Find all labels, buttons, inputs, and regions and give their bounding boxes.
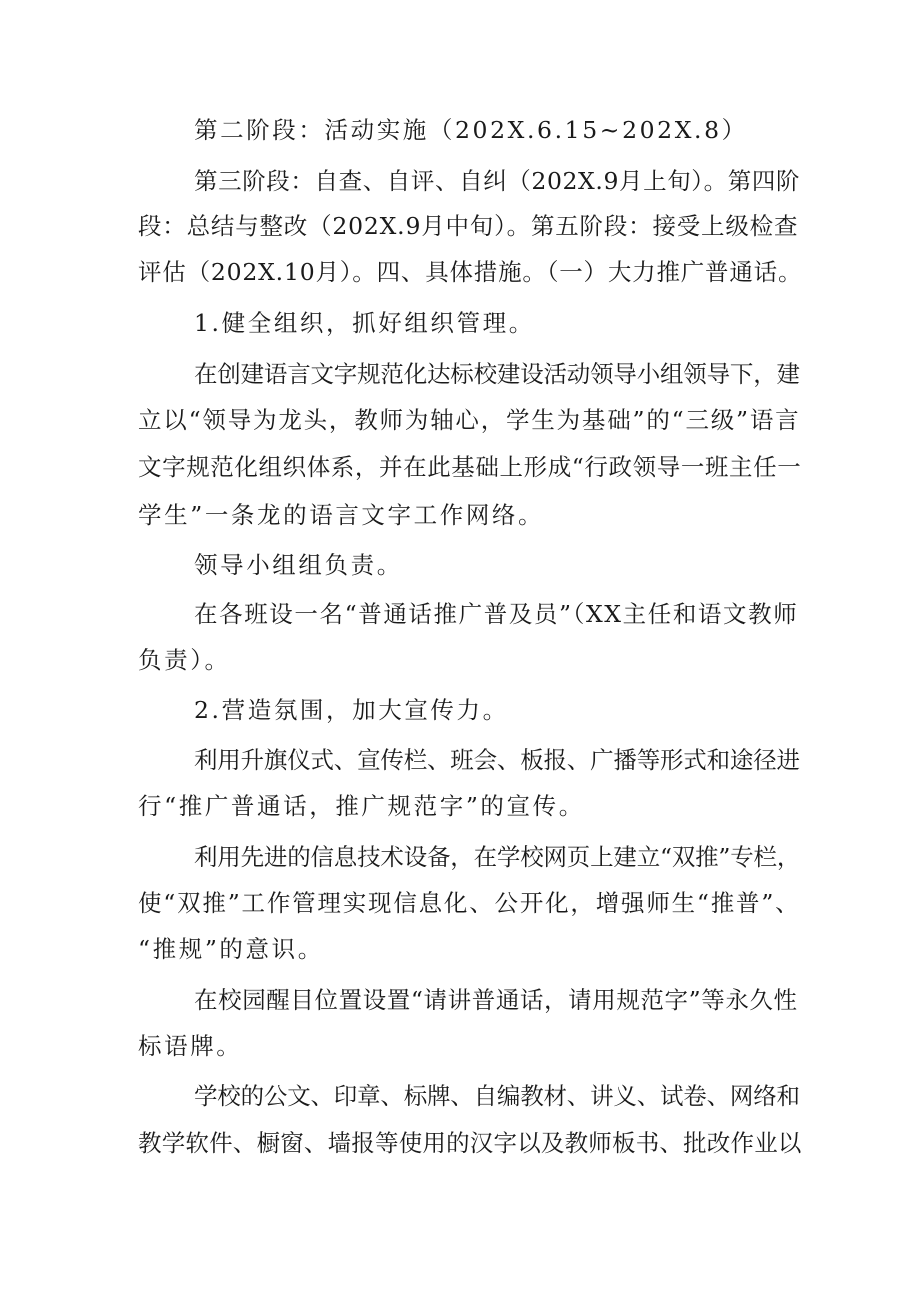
text-line-13: 2.营造氛围，加大宣传力。 xyxy=(194,696,509,724)
text-line-11: 在各班设一名“普通话推广普及员”（XX主任和语文教师 xyxy=(194,600,799,628)
text-line-16: 利用先进的信息技术设备，在学校网页上建立“双推”专栏， xyxy=(194,843,801,871)
text-line-22: 教学软件、橱窗、墙报等使用的汉字以及教师板书、批改作业以 xyxy=(138,1129,802,1157)
text-line-15: 行“推广普通话，推广规范字”的宣传。 xyxy=(138,792,585,820)
text-line-21: 学校的公文、印章、标牌、自编教材、讲义、试卷、网络和 xyxy=(194,1082,800,1110)
text-line-3: 段：总结与整改（202X.9月中旬）。第五阶段：接受上级检查 xyxy=(138,212,799,240)
text-line-9: 学生”一条龙的语言文字工作网络。 xyxy=(138,501,545,529)
text-line-2: 第三阶段：自查、自评、自纠（202X.9月上旬）。第四阶 xyxy=(194,167,801,195)
text-line-10: 领导小组组负责。 xyxy=(194,551,403,579)
text-line-17: 使“双推”工作管理实现信息化、公开化，增强师生“推普”、 xyxy=(138,889,801,917)
text-line-7: 立以“领导为龙头，教师为轴心，学生为基础”的“三级”语言 xyxy=(138,406,801,434)
text-line-19: 在校园醒目位置设置“请讲普通话，请用规范字”等永久性 xyxy=(194,986,798,1014)
text-line-1: 第二阶段：活动实施（202X.6.15~202X.8） xyxy=(194,116,748,144)
text-line-12: 负责）。 xyxy=(138,646,231,674)
text-line-18: “推规”的意识。 xyxy=(138,935,324,963)
text-line-5: 1.健全组织，抓好组织管理。 xyxy=(194,309,535,337)
text-line-6: 在创建语言文字规范化达标校建设活动领导小组领导下，建 xyxy=(194,360,800,388)
text-line-8: 文字规范化组织体系，并在此基础上形成“行政领导一班主任一 xyxy=(138,453,802,481)
text-line-14: 利用升旗仪式、宣传栏、班会、板报、广播等形式和途径进 xyxy=(194,746,800,774)
text-line-4: 评估（202X.10月）。四、具体措施。（一）大力推广普通话。 xyxy=(138,258,803,286)
text-line-20: 标语牌。 xyxy=(138,1032,243,1060)
